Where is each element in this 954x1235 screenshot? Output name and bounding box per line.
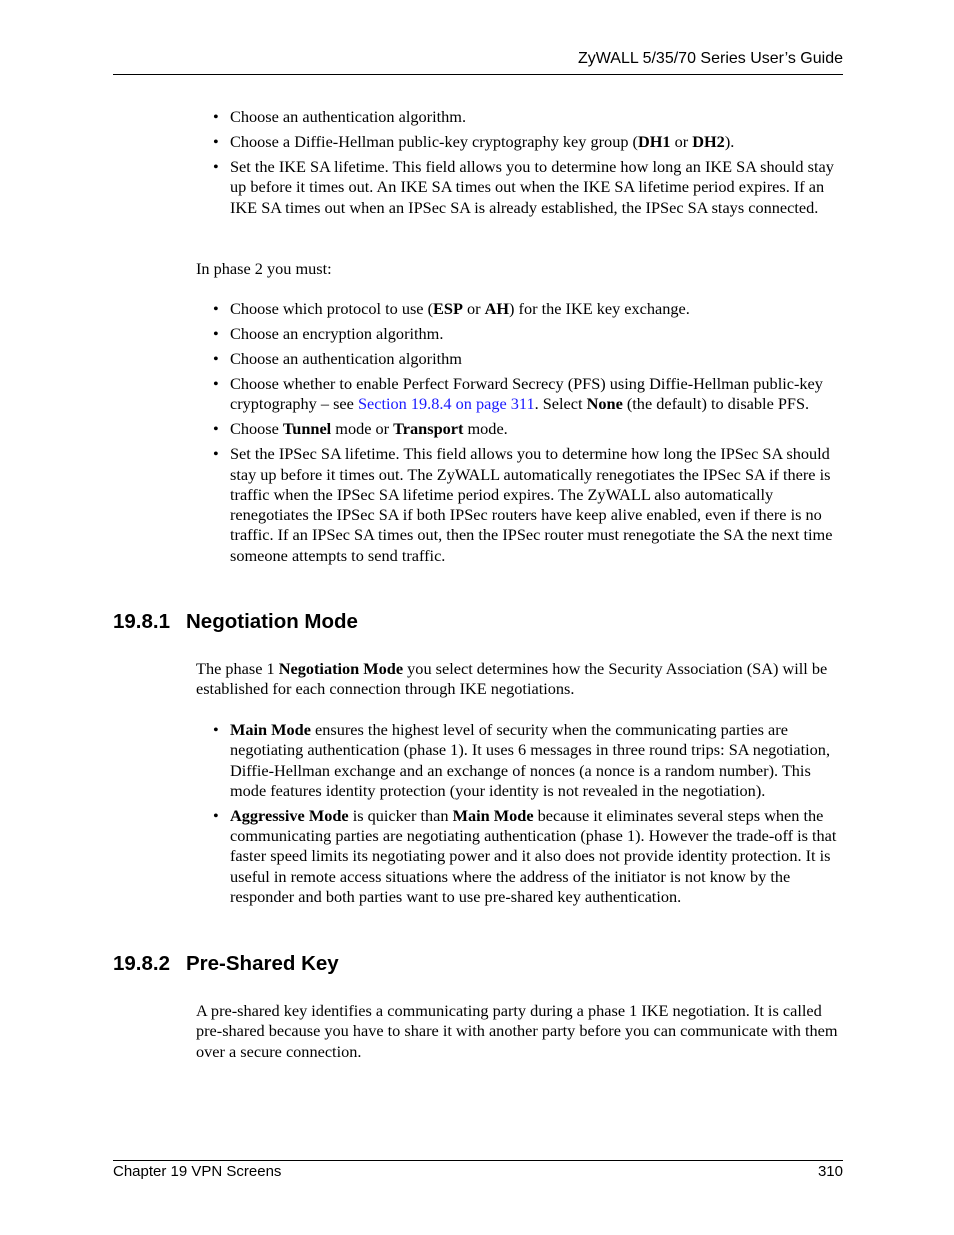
phase2-intro: In phase 2 you must: [196, 259, 332, 278]
section-link[interactable]: Section 19.8.4 on page 311 [357, 394, 535, 414]
section-heading-negotiation-mode: 19.8.1 Negotiation Mode [113, 610, 358, 633]
list-item: • Choose an encryption algorithm. [213, 323, 444, 343]
page-number: 310 [817, 1163, 843, 1180]
list-item: • Choose an authentication algorithm. [213, 107, 467, 126]
pre-shared-key-body: A pre-shared key identifies a communicating party during a phase 1 IKE negotiation. It is called pre-shared because you have to share it with another party before you can communicate with them over a secure connection. [196, 1001, 838, 1061]
list-item: • Set the IPSec SA lifetime. This field allows you to determine how long the IPSec SA should stay up before it times out. The ZyWALL automatically renegotiates the IPSec SA if there is traffic when the IPSec SA lifetime period expires. The ZyWALL also automatically renegotiates the IPSec SA if both IPSec routers have keep alive enabled, even if there is no traffic. If an IPSec SA times out, then the IPSec router must renegotiate the SA the next time someone attempts to send traffic. [213, 444, 833, 565]
page-footer [113, 1160, 843, 1185]
list-item: • Choose Tunnel mode or Transport mode. [213, 419, 508, 439]
phase1-steps-list [213, 107, 845, 223]
list-item: • Set the IKE SA lifetime. This field allows you to determine how long an IKE SA should stay up before it times out. An IKE SA times out when the IKE SA lifetime period expires. If an IKE SA times out when an IPSec SA is already established, the IPSec SA stays connected. [213, 156, 834, 217]
list-item: • Aggressive Mode is quicker than Main Mode because it eliminates several steps when the communicating parties are negotiating authentication (phase 1). However the trade-off is that faster speed limits its negotiating power and it also does not provide identity protection. It is useful in remote access situations where the address of the initiator is not know by the responder and both parties want to use pre-shared key authentication. [213, 805, 837, 907]
list-item: • Choose whether to enable Perfect Forward Secrecy (PFS) using Diffie-Hellman public-key cryptography – see Section 19.8.4 on page 311. Select None (the default) to disable PFS. [213, 373, 823, 414]
list-item: • Choose which protocol to use (ESP or AH) for the IKE key exchange. [213, 299, 690, 318]
page-header [113, 50, 843, 75]
chapter-label: Chapter 19 VPN Screens [113, 1163, 282, 1180]
negotiation-mode-intro: The phase 1 Negotiation Mode you select determines how the Security Association (SA) will be established for each connection through IKE negotiations. [196, 659, 828, 699]
guide-title: ZyWALL 5/35/70 Series User’s Guide [577, 50, 843, 67]
section-heading-pre-shared-key: 19.8.2 Pre-Shared Key [113, 952, 339, 975]
negotiation-modes-list [213, 720, 845, 912]
list-item: • Choose a Diffie-Hellman public-key cryptography key group (DH1 or DH2). [213, 131, 735, 151]
list-item: • Choose an authentication algorithm [213, 348, 462, 368]
list-item: • Main Mode ensures the highest level of security when the communicating parties are negotiating authentication (phase 1). It uses 6 messages in three round trips: SA negotiation, Diffie-Hellman exchange and an exchange of nonces (a nonce is a random number). This mode features identity protection (your identity is not revealed in the negotiation). [213, 720, 831, 800]
phase2-steps-list [213, 299, 845, 571]
